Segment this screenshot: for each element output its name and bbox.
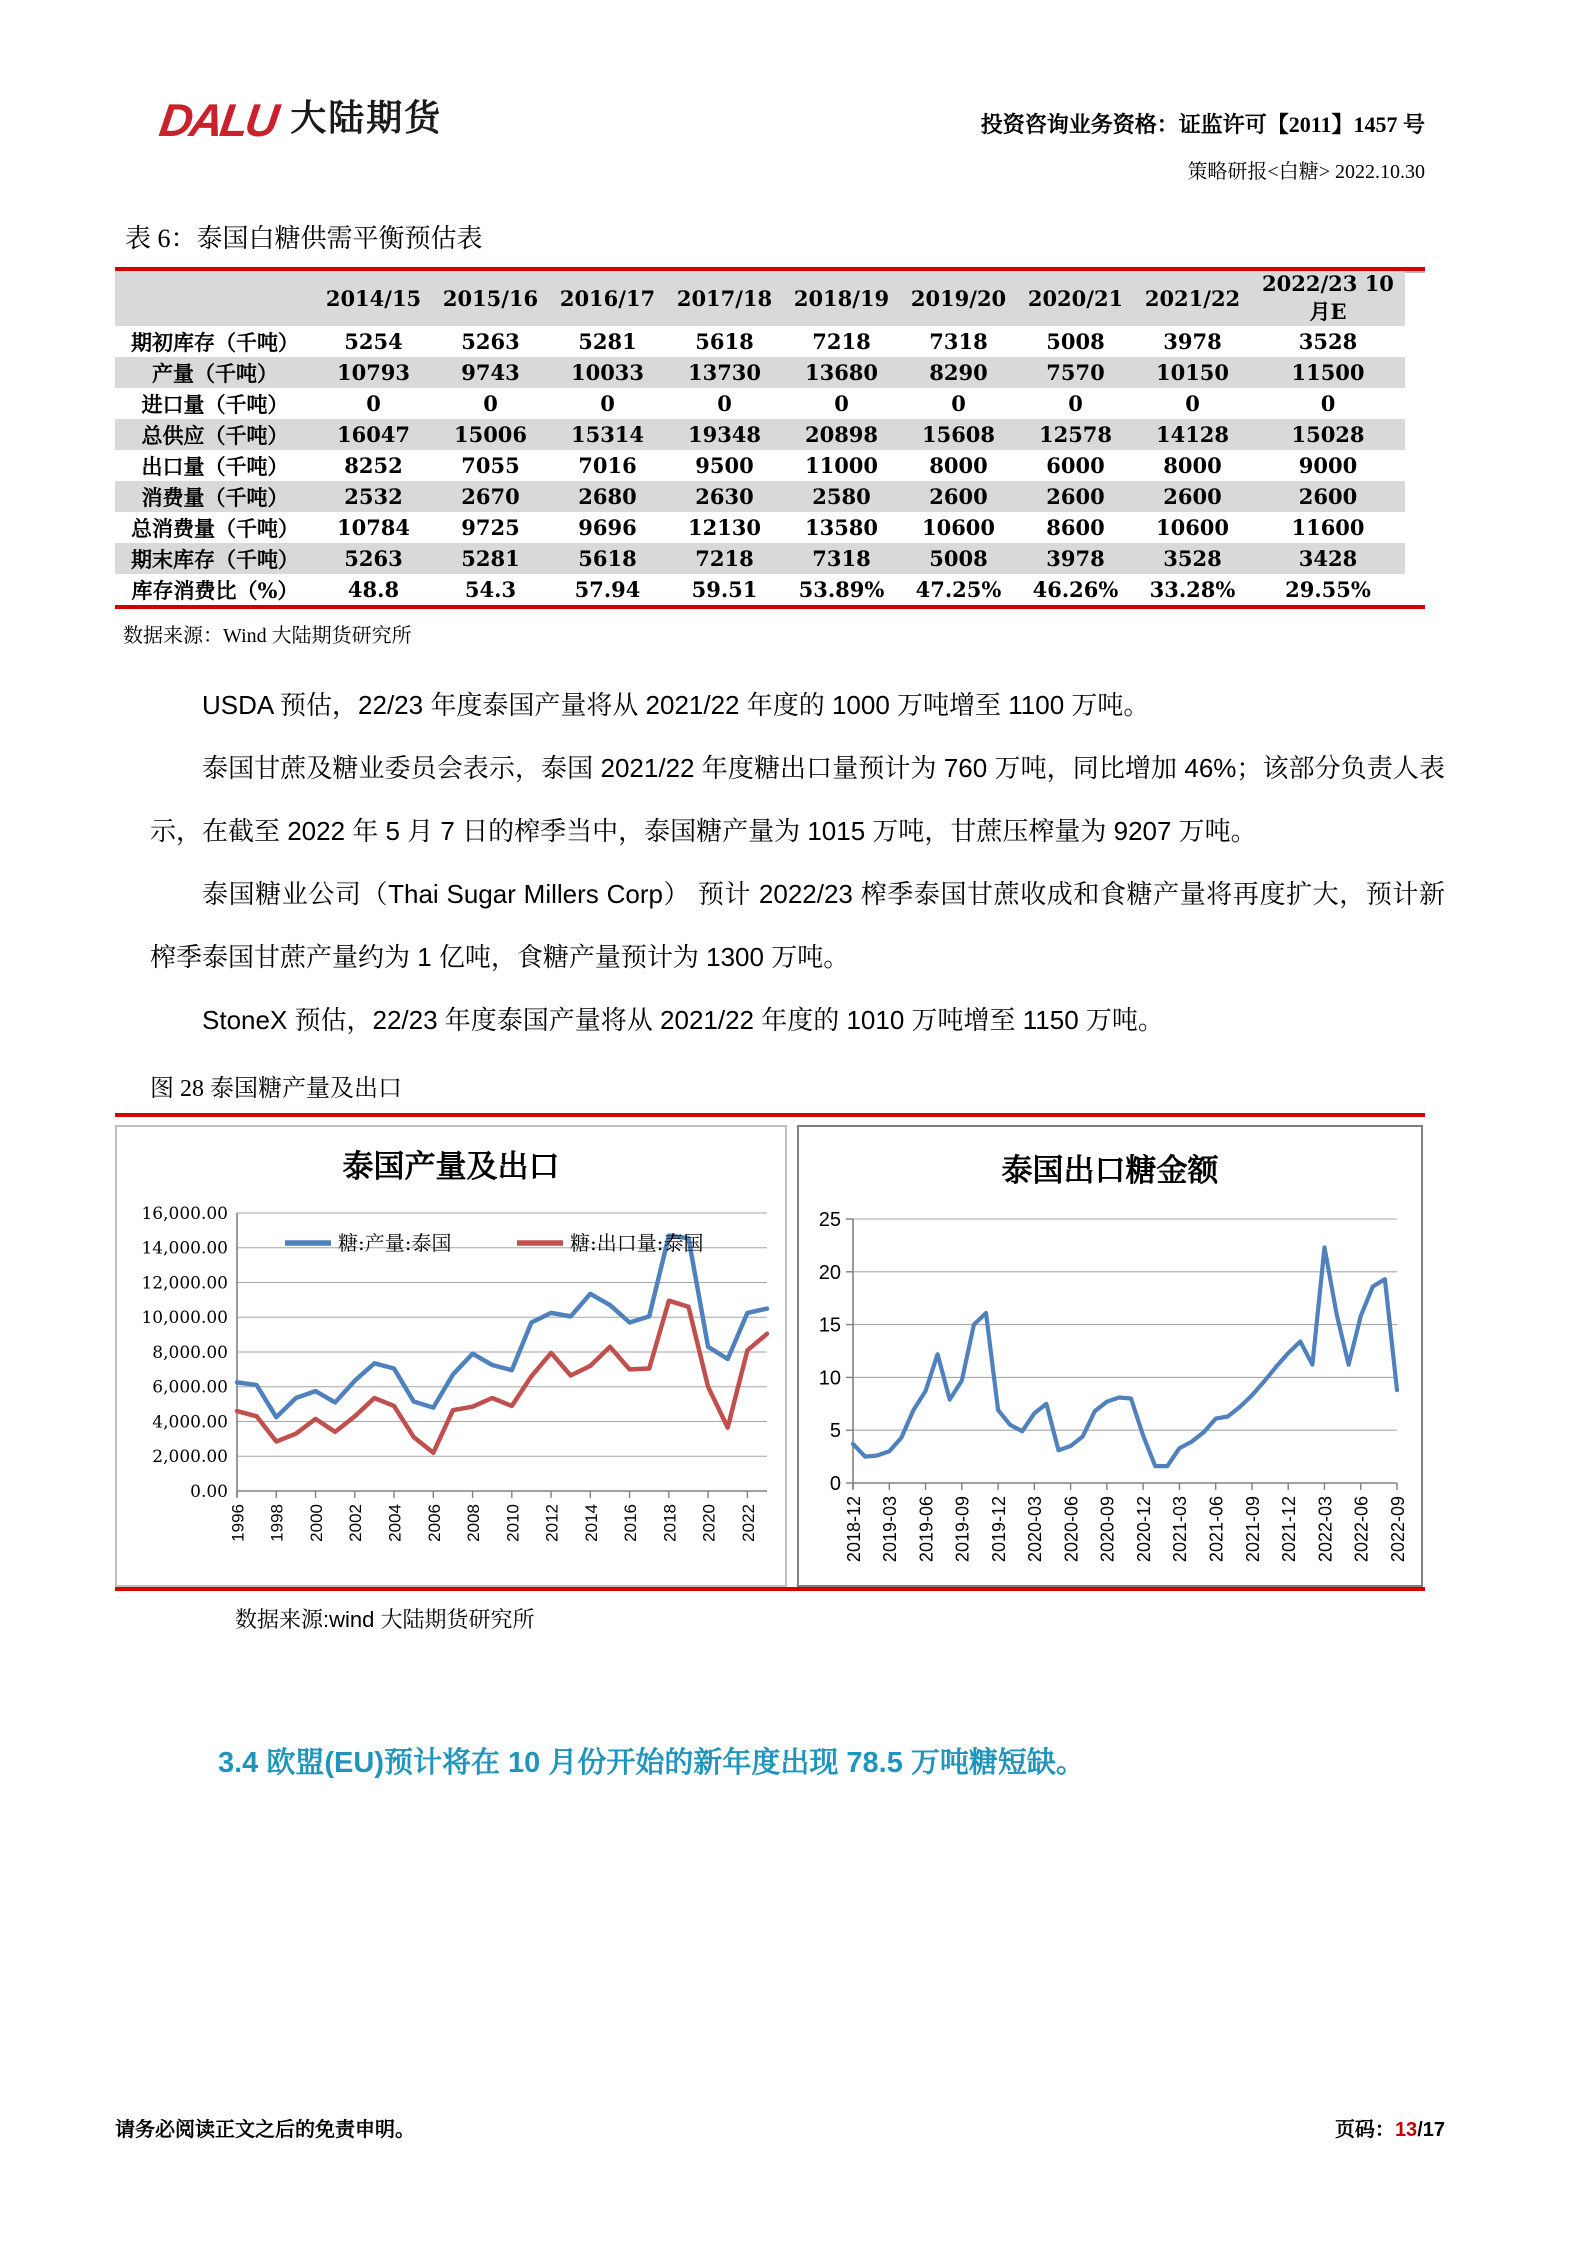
- table-cell: 46.26%: [1032, 577, 1119, 602]
- table-cell: 0: [600, 391, 615, 416]
- table-cell: 2600: [1298, 484, 1358, 509]
- svg-text:2019-03: 2019-03: [880, 1496, 901, 1563]
- table-row: [115, 481, 1405, 512]
- svg-text:6,000.00: 6,000.00: [152, 1377, 228, 1398]
- table-cell: 0: [834, 391, 849, 416]
- red-rule-table-bottom: [115, 605, 1425, 609]
- table-cell: 2680: [578, 484, 637, 509]
- paragraph-stonex: StoneX 预估，22/23 年度泰国产量将从 2021/22 年度的 1010 万吨增至 1150 万吨。: [202, 1005, 1164, 1035]
- report-type-date-line: 策略研报<白糖> 2022.10.30: [1187, 161, 1425, 183]
- table-cell: 14128: [1155, 422, 1230, 447]
- paragraph-usda: USDA 预估，22/23 年度泰国产量将从 2021/22 年度的 1000 万吨增至 1100 万吨。: [202, 690, 1150, 720]
- table-row: [115, 574, 1405, 605]
- chart-thailand-sugar-export-value: [797, 1125, 1423, 1587]
- chart-thailand-production-export: [115, 1125, 787, 1587]
- svg-text:0: 0: [829, 1473, 841, 1495]
- table-cell: 11000: [804, 453, 879, 478]
- row-label: 库存消费比（%）: [131, 577, 299, 603]
- table-cell: 8000: [1163, 453, 1222, 478]
- table-cell: 5008: [1046, 329, 1105, 354]
- table-cell: 10600: [921, 515, 996, 540]
- svg-text:2020: 2020: [699, 1504, 719, 1542]
- table-cell: 2580: [812, 484, 871, 509]
- table-cell: 0: [717, 391, 732, 416]
- column-header: 2018/19: [793, 286, 890, 311]
- table-cell: 47.25%: [915, 577, 1002, 602]
- row-label: 期末库存（千吨）: [131, 546, 299, 572]
- table-cell: 19348: [687, 422, 762, 447]
- svg-text:2020-06: 2020-06: [1061, 1496, 1082, 1563]
- svg-text:泰国出口糖金额: 泰国出口糖金额: [1001, 1153, 1219, 1189]
- table-cell: 2600: [1163, 484, 1222, 509]
- svg-text:2021-09: 2021-09: [1242, 1496, 1263, 1563]
- table-cell: 13580: [804, 515, 879, 540]
- table-source: 数据来源：Wind 大陆期货研究所: [123, 625, 412, 647]
- svg-text:2022-06: 2022-06: [1351, 1496, 1372, 1563]
- svg-text:2000: 2000: [306, 1504, 326, 1542]
- svg-text:2022-03: 2022-03: [1315, 1496, 1336, 1563]
- table-cell: 5254: [344, 329, 403, 354]
- column-header: 2021/22: [1144, 286, 1241, 311]
- figure-source: 数据来源:wind 大陆期货研究所: [235, 1607, 535, 1632]
- table-cell: 11500: [1291, 360, 1365, 385]
- figure-charts-row: [115, 1125, 1425, 1587]
- page-number-total: /17: [1417, 2119, 1445, 2141]
- svg-text:2004: 2004: [385, 1504, 405, 1542]
- table-cell: 8290: [929, 360, 988, 385]
- table-cell: 15028: [1291, 422, 1365, 447]
- table-cell: 12578: [1038, 422, 1113, 447]
- table-cell: 9725: [461, 515, 520, 540]
- svg-text:2019-06: 2019-06: [916, 1496, 937, 1563]
- row-label: 总供应（千吨）: [141, 422, 289, 448]
- svg-text:14,000.00: 14,000.00: [141, 1238, 228, 1259]
- table-cell: 7318: [812, 546, 871, 571]
- table-cell: 3978: [1046, 546, 1105, 571]
- svg-text:2002: 2002: [346, 1504, 366, 1542]
- table-cell: 16047: [336, 422, 411, 447]
- table-cell: 0: [483, 391, 498, 416]
- table-cell: 12130: [687, 515, 762, 540]
- svg-text:糖:出口量:泰国: 糖:出口量:泰国: [570, 1231, 704, 1255]
- header-meta: [981, 90, 1425, 184]
- table-cell: 2600: [929, 484, 988, 509]
- table-cell: 5263: [344, 546, 403, 571]
- table-cell: 10033: [570, 360, 645, 385]
- table-row: [115, 512, 1405, 543]
- table-cell: 10150: [1155, 360, 1230, 385]
- row-label: 总消费量（千吨）: [131, 515, 299, 541]
- svg-text:2014: 2014: [581, 1504, 601, 1542]
- svg-text:2021-12: 2021-12: [1279, 1496, 1300, 1563]
- svg-text:2020-12: 2020-12: [1133, 1496, 1154, 1563]
- svg-text:泰国产量及出口: 泰国产量及出口: [342, 1149, 560, 1185]
- table-cell: 9743: [461, 360, 520, 385]
- table-cell: 7016: [578, 453, 637, 478]
- svg-text:2018-12: 2018-12: [843, 1496, 864, 1563]
- table-cell: 0: [1185, 391, 1200, 416]
- page-number-label: 页码：: [1334, 2119, 1395, 2141]
- table-cell: 2670: [461, 484, 520, 509]
- table-cell: 8000: [929, 453, 988, 478]
- table-cell: 29.55%: [1285, 577, 1371, 602]
- page-number: [1335, 2113, 1445, 2142]
- svg-text:2020-09: 2020-09: [1097, 1496, 1118, 1563]
- section-heading-3-4: 3.4 欧盟(EU)预计将在 10 月份开始的新年度出现 78.5 万吨糖短缺。: [218, 1747, 1085, 1779]
- body-paragraphs: [115, 674, 1445, 1052]
- row-label: 出口量（千吨）: [141, 453, 289, 479]
- table-cell: 8252: [344, 453, 403, 478]
- table-header-row: [115, 271, 1405, 326]
- table-cell: 0: [1320, 391, 1336, 416]
- table-row: [115, 326, 1405, 357]
- table-cell: 0: [1068, 391, 1083, 416]
- svg-text:12,000.00: 12,000.00: [141, 1273, 228, 1294]
- svg-text:2021-06: 2021-06: [1206, 1496, 1227, 1563]
- table-row: [115, 450, 1405, 481]
- svg-text:2022-09: 2022-09: [1387, 1496, 1408, 1563]
- table-cell: 9696: [578, 515, 637, 540]
- column-header: 2014/15: [325, 286, 422, 311]
- svg-text:16,000.00: 16,000.00: [141, 1203, 228, 1224]
- svg-text:0.00: 0.00: [190, 1481, 228, 1502]
- table-cell: [115, 271, 315, 326]
- table-cell: 10600: [1155, 515, 1230, 540]
- table-cell: 7318: [929, 329, 988, 354]
- page-header: [115, 0, 1425, 184]
- table-cell: 57.94: [574, 577, 641, 602]
- figure-title: 图 28 泰国糖产量及出口: [150, 1076, 402, 1102]
- svg-text:10: 10: [818, 1367, 841, 1390]
- table-cell: 7218: [812, 329, 871, 354]
- table-cell: 8600: [1046, 515, 1105, 540]
- svg-text:1996: 1996: [228, 1504, 248, 1542]
- row-label: 消费量（千吨）: [141, 484, 289, 510]
- table-row: [115, 388, 1405, 419]
- svg-text:25: 25: [818, 1209, 841, 1231]
- svg-text:2019-12: 2019-12: [988, 1496, 1009, 1563]
- table-cell: 13680: [804, 360, 879, 385]
- svg-text:2010: 2010: [503, 1504, 523, 1542]
- table-cell: 20898: [804, 422, 879, 447]
- table-cell: 0: [366, 391, 381, 416]
- page-footer: [115, 2113, 1445, 2142]
- red-rule-figure-bottom: [115, 1587, 1425, 1591]
- table-cell: 54.3: [464, 577, 517, 602]
- row-label: 产量（千吨）: [152, 360, 278, 386]
- table-cell: 5263: [461, 329, 520, 354]
- red-rule-figure-top: [115, 1113, 1425, 1117]
- paragraph-thai-sugar-millers: 泰国糖业公司（Thai Sugar Millers Corp） 预计 2022/23 榨季泰国甘蔗收成和食糖产量将再度扩大，预计新榨季泰国甘蔗产量约为 1 亿吨，食糖产量预计为 1300 万吨。: [150, 879, 1445, 972]
- column-header: 2017/18: [676, 286, 773, 311]
- qualification-line: 投资咨询业务资格：证监许可【2011】1457 号: [980, 112, 1425, 137]
- logo: [156, 90, 443, 147]
- table-cell: 15608: [921, 422, 996, 447]
- svg-text:2012: 2012: [542, 1504, 562, 1542]
- table-cell: 7218: [695, 546, 754, 571]
- table-cell: 48.8: [347, 577, 400, 602]
- svg-text:20: 20: [818, 1261, 841, 1284]
- column-header: 2022/23 10月E: [1262, 271, 1394, 324]
- table-cell: 9500: [695, 453, 754, 478]
- table-cell: 5281: [461, 546, 520, 571]
- table-cell: 6000: [1046, 453, 1105, 478]
- table-cell: 5618: [578, 546, 637, 571]
- svg-text:2016: 2016: [621, 1504, 641, 1542]
- svg-text:2021-03: 2021-03: [1170, 1496, 1191, 1563]
- svg-text:2,000.00: 2,000.00: [152, 1447, 228, 1468]
- svg-text:2022: 2022: [738, 1504, 758, 1542]
- supply-demand-table: [115, 271, 1405, 605]
- table-cell: 11600: [1291, 515, 1365, 540]
- column-header: 2016/17: [559, 286, 656, 311]
- table-cell: 7570: [1046, 360, 1105, 385]
- table-row: [115, 357, 1405, 388]
- column-header: 2020/21: [1027, 286, 1124, 311]
- svg-text:10,000.00: 10,000.00: [141, 1308, 228, 1329]
- table-cell: 53.89%: [798, 577, 885, 602]
- table-cell: 5008: [929, 546, 988, 571]
- svg-text:1998: 1998: [267, 1504, 287, 1542]
- table-cell: 2630: [695, 484, 754, 509]
- table-cell: 7055: [461, 453, 520, 478]
- table-cell: 10793: [336, 360, 411, 385]
- table-cell: 2600: [1046, 484, 1105, 509]
- logo-company-name: 大陆期货: [290, 97, 443, 138]
- svg-text:糖:产量:泰国: 糖:产量:泰国: [338, 1231, 452, 1255]
- table-cell: 9000: [1298, 453, 1358, 478]
- table-cell: 10784: [336, 515, 411, 540]
- row-label: 期初库存（千吨）: [131, 329, 299, 355]
- paragraph-sugar-board: 泰国甘蔗及糖业委员会表示，泰国 2021/22 年度糖出口量预计为 760 万吨，同比增加 46%；该部分负责人表示，在截至 2022 年 5 月 7 日的榨季当中，泰国糖产量为 1015 万吨，甘蔗压榨量为 9207 万吨。: [150, 753, 1445, 846]
- table-cell: 3978: [1163, 329, 1222, 354]
- table-cell: 59.51: [691, 577, 758, 602]
- table-row: [115, 419, 1405, 450]
- svg-text:2019-09: 2019-09: [952, 1496, 973, 1563]
- table-title: 表 6：泰国白糖供需平衡预估表: [125, 224, 483, 253]
- table-cell: 5618: [695, 329, 754, 354]
- svg-text:2006: 2006: [424, 1504, 444, 1542]
- table-cell: 33.28%: [1149, 577, 1236, 602]
- svg-text:5: 5: [829, 1420, 841, 1443]
- disclaimer-text: 请务必阅读正文之后的免责申明。: [115, 2119, 415, 2141]
- table-cell: 13730: [687, 360, 762, 385]
- svg-text:2008: 2008: [464, 1504, 484, 1542]
- table-row: [115, 543, 1405, 574]
- logo-dalu-wordmark: DALU: [156, 94, 280, 146]
- page-number-current: 13: [1394, 2119, 1418, 2141]
- column-header: 2019/20: [910, 286, 1007, 311]
- svg-text:8,000.00: 8,000.00: [152, 1342, 228, 1363]
- column-header: 2015/16: [442, 286, 539, 311]
- svg-text:15: 15: [818, 1314, 841, 1337]
- svg-text:4,000.00: 4,000.00: [152, 1412, 228, 1433]
- supply-demand-table-body: [115, 271, 1405, 605]
- table-cell: 3428: [1298, 546, 1358, 571]
- table-cell: 15314: [570, 422, 645, 447]
- svg-text:2018: 2018: [660, 1504, 680, 1542]
- table-cell: 2532: [344, 484, 403, 509]
- table-cell: 5281: [578, 329, 637, 354]
- table-cell: 3528: [1298, 329, 1358, 354]
- row-label: 进口量（千吨）: [141, 391, 289, 417]
- table-cell: 3528: [1163, 546, 1222, 571]
- svg-text:2020-03: 2020-03: [1025, 1496, 1046, 1563]
- table-cell: 0: [951, 391, 966, 416]
- table-cell: 15006: [453, 422, 528, 447]
